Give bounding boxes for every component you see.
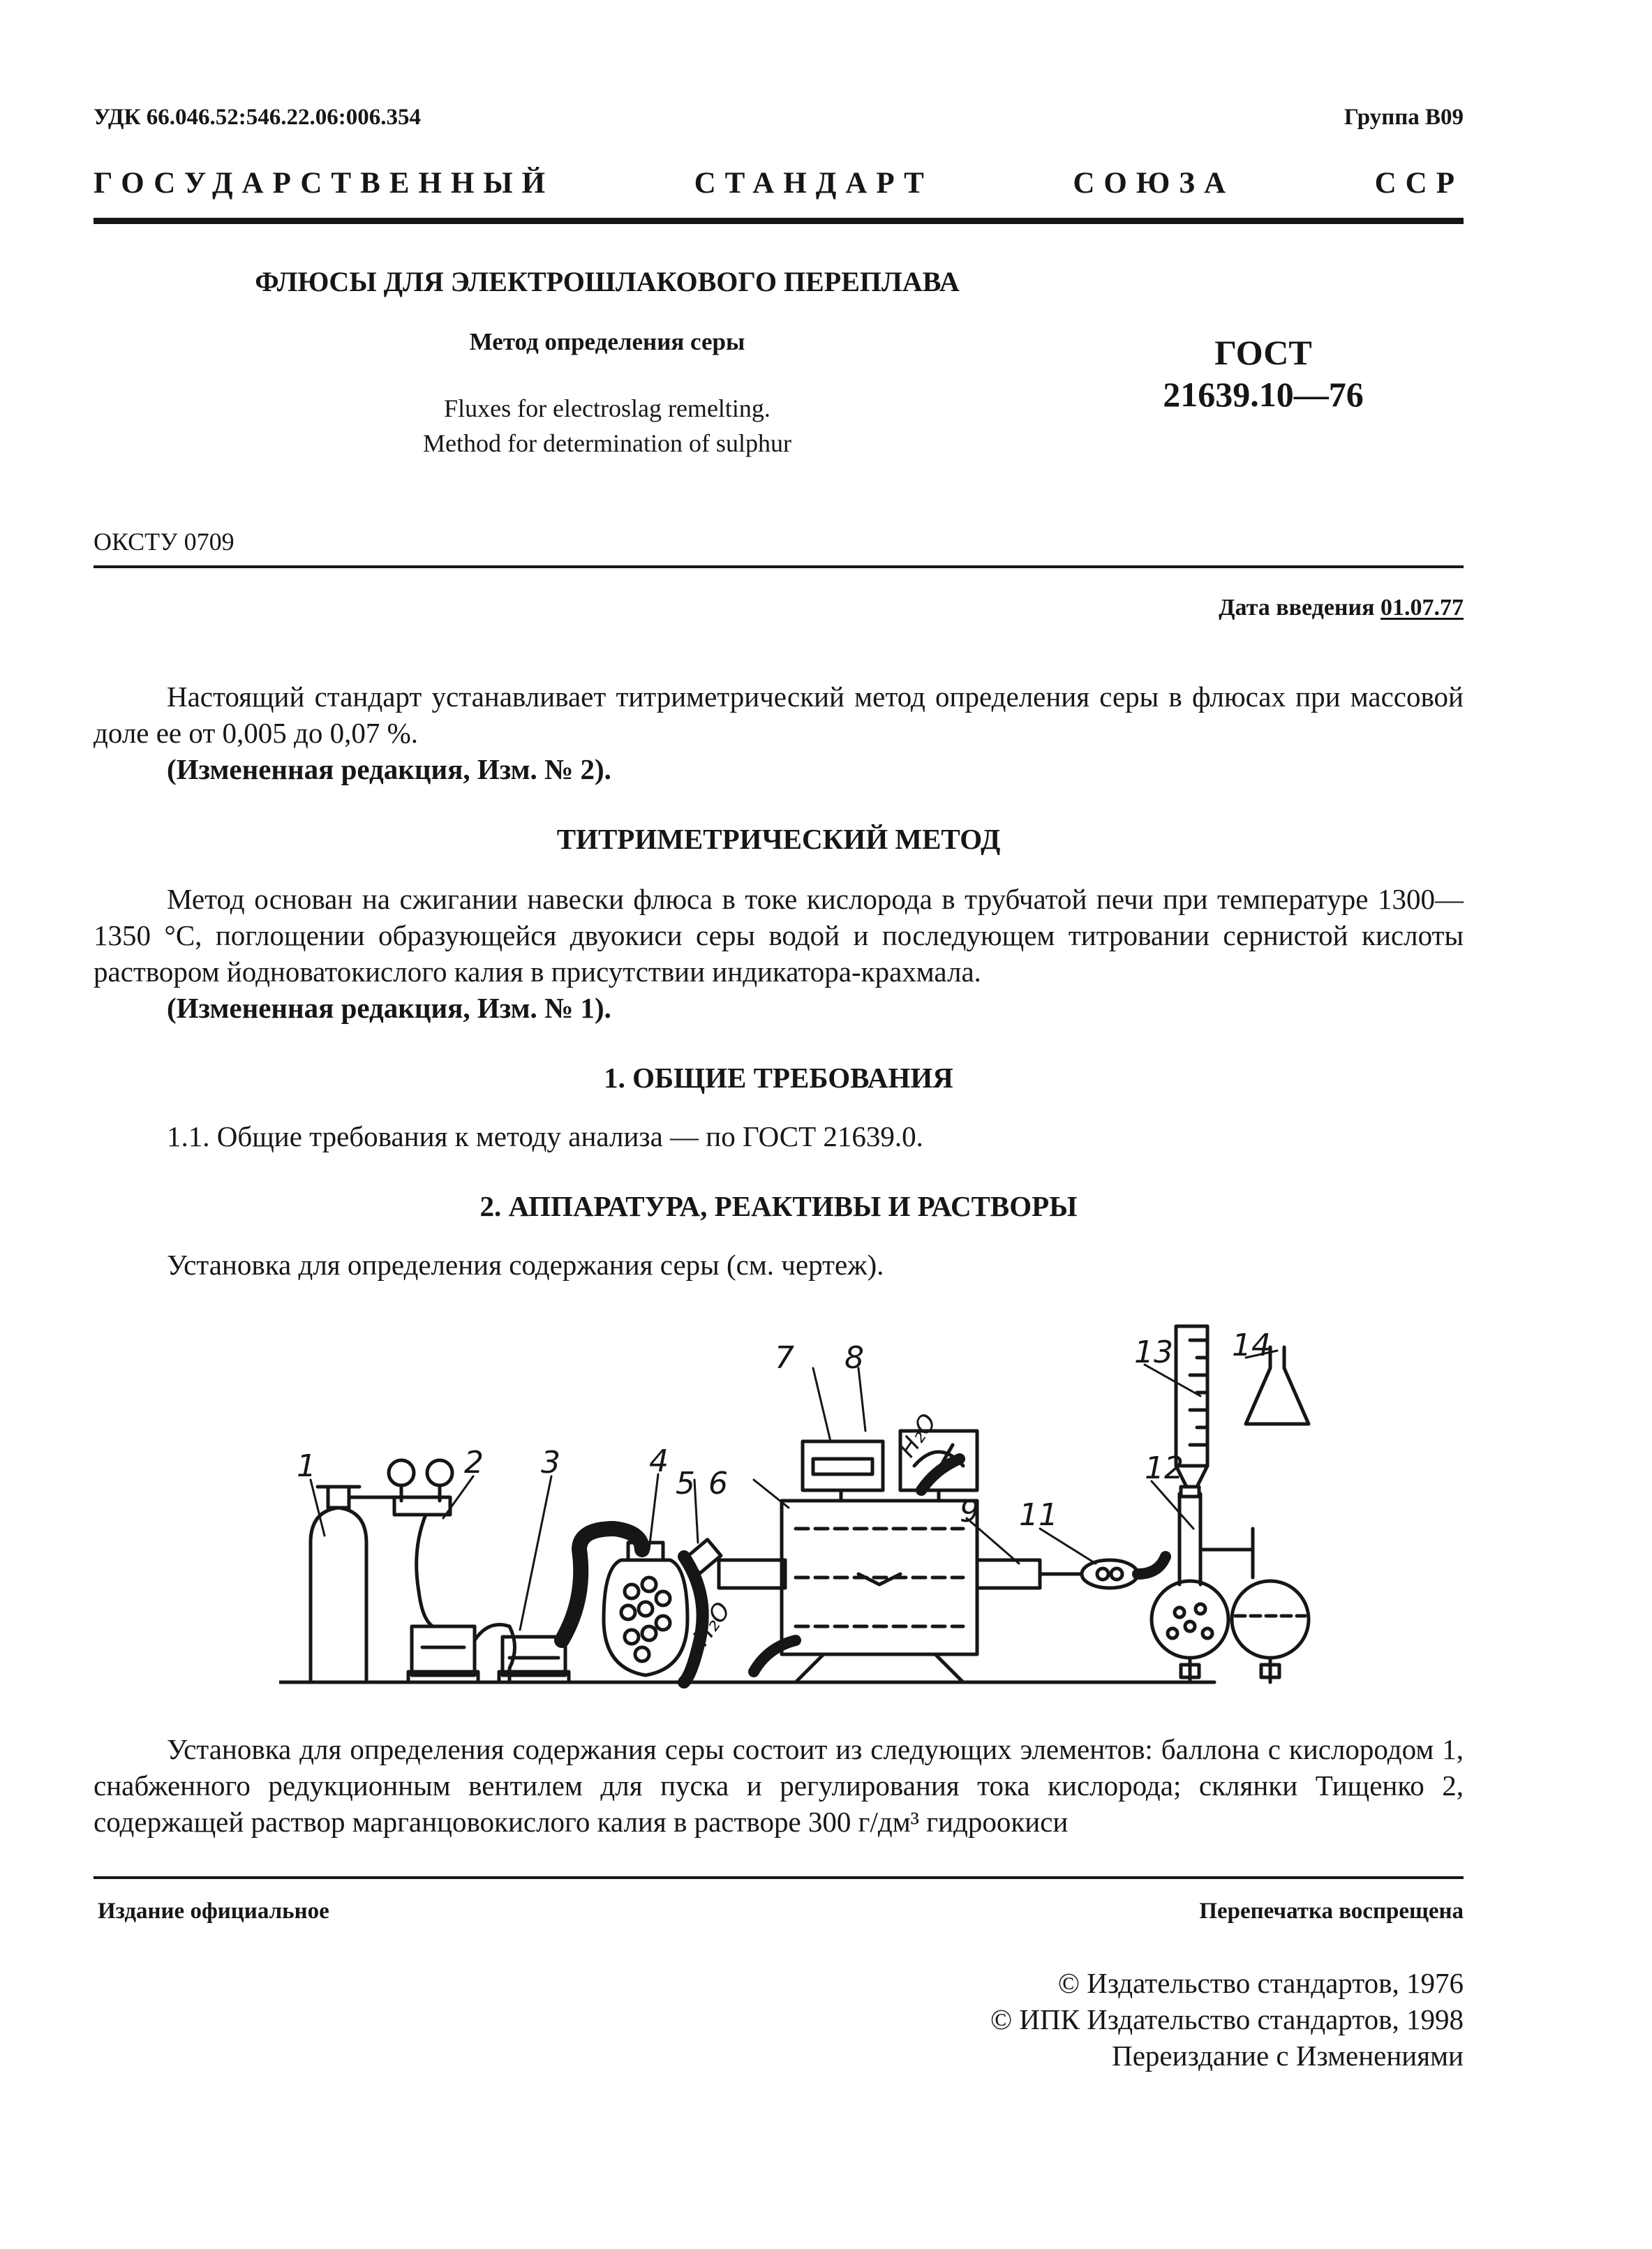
header-rule: [94, 218, 1464, 224]
apparatus-description: Установка для определения содержания серы состоит из следующих элементов: баллона с кислородом 1, снабженного редукционным вентилем для пуска и регулирования тока кислорода; склянки Тищенко 2, содержащей раствор марганцовокислого калия в растворе 300 г/дм³ гидроокиси: [94, 1733, 1464, 1838]
method-subtitle: Метод определения серы: [469, 328, 745, 355]
english-title-line-2: Method for determination of sulphur: [423, 429, 791, 457]
english-title: [328, 391, 886, 461]
udk-code: УДК 66.046.52:546.22.06:006.354: [94, 105, 421, 130]
water-label-inlet: H₂O: [687, 1597, 737, 1652]
okstu-code: ОКСТУ 0709: [94, 528, 235, 556]
method-paragraph: Метод основан на сжигании навески флюса в токе кислорода в трубчатой печи при температуре 1300—1350 °С, поглощении образующейся двуокиси серы водой и последующем титровании сернистой кислоты раствором йодноватокислого калия в присутствии индикатора-крахмала.: [94, 883, 1464, 988]
copyright-block: [990, 1965, 1464, 2074]
label-11: 11: [1019, 1497, 1058, 1533]
label-12: 12: [1145, 1450, 1184, 1486]
absorber-column: [604, 1543, 703, 1682]
section-1-text: 1.1. Общие требования к методу анализа — по ГОСТ 21639.0.: [167, 1120, 923, 1152]
label-1: 1: [297, 1448, 316, 1484]
label-9: 9: [960, 1494, 979, 1529]
label-3: 3: [541, 1445, 560, 1480]
state-word-1: ГОСУДАРСТВЕННЫЙ: [94, 167, 555, 200]
copyright-1998: © ИПК Издательство стандартов, 1998: [990, 2003, 1464, 2035]
absorption-vessel: [1152, 1494, 1309, 1682]
label-4: 4: [649, 1443, 669, 1479]
gost-number: [1117, 332, 1410, 415]
introduction-date: [1219, 595, 1464, 621]
intro-paragraph: Настоящий стандарт устанавливает титриметрический метод определения серы в флюсах при массовой доле ее от 0,005 до 0,07 %.: [94, 681, 1464, 749]
sulphur-apparatus-diagram: [279, 1319, 1340, 1710]
state-word-4: ССР: [1374, 167, 1464, 200]
tube-furnace: [719, 1459, 1040, 1682]
tishchenko-flask: [408, 1515, 478, 1682]
method-amendment: (Измененная редакция, Изм. № 1).: [167, 992, 611, 1024]
label-2: 2: [464, 1445, 484, 1480]
label-8: 8: [844, 1340, 864, 1376]
section-2-heading: 2. АППАРАТУРА, РЕАКТИВЫ И РАСТВОРЫ: [479, 1190, 1078, 1222]
method-heading: ТИТРИМЕТРИЧЕСКИЙ МЕТОД: [556, 823, 1001, 855]
section-1-heading: 1. ОБЩИЕ ТРЕБОВАНИЯ: [604, 1062, 953, 1094]
state-word-3: СОЮЗА: [1073, 167, 1235, 200]
section-2-text: Установка для определения содержания серы (см. чертеж).: [167, 1249, 884, 1281]
label-13: 13: [1134, 1335, 1173, 1370]
state-word-2: СТАНДАРТ: [694, 167, 933, 200]
label-leaders: [311, 1351, 1277, 1630]
official-edition: Издание официальное: [98, 1899, 329, 1924]
reissue-note: Переиздание с Изменениями: [1112, 2040, 1464, 2072]
connecting-tube: [1040, 1557, 1166, 1588]
drying-flask: [475, 1625, 569, 1683]
gost-code: 21639.10—76: [1163, 375, 1364, 414]
intro-amendment: (Измененная редакция, Изм. № 2).: [167, 753, 611, 785]
date-label: Дата введения: [1219, 595, 1375, 621]
label-5: 5: [676, 1466, 695, 1501]
state-standard-banner: [94, 166, 1464, 200]
group-code: Группа В09: [1344, 105, 1464, 130]
reprint-prohibited: Перепечатка воспрещена: [1199, 1899, 1464, 1924]
figure-labels: [297, 1328, 1271, 1651]
english-title-line-1: Fluxes for electroslag remelting.: [444, 394, 771, 422]
label-7: 7: [775, 1340, 794, 1376]
copyright-1976: © Издательство стандартов, 1976: [1057, 1967, 1464, 1999]
okstu-rule: [94, 565, 1464, 568]
transformer: [803, 1441, 883, 1501]
water-label-outlet: H₂O: [893, 1409, 943, 1463]
footer-rule: [94, 1876, 1464, 1879]
label-6: 6: [708, 1466, 728, 1501]
gost-label: ГОСТ: [1214, 333, 1312, 372]
label-14: 14: [1232, 1328, 1271, 1363]
standard-title: ФЛЮСЫ ДЛЯ ЭЛЕКТРОШЛАКОВОГО ПЕРЕПЛАВА: [255, 266, 960, 297]
date-value: 01.07.77: [1381, 595, 1464, 621]
